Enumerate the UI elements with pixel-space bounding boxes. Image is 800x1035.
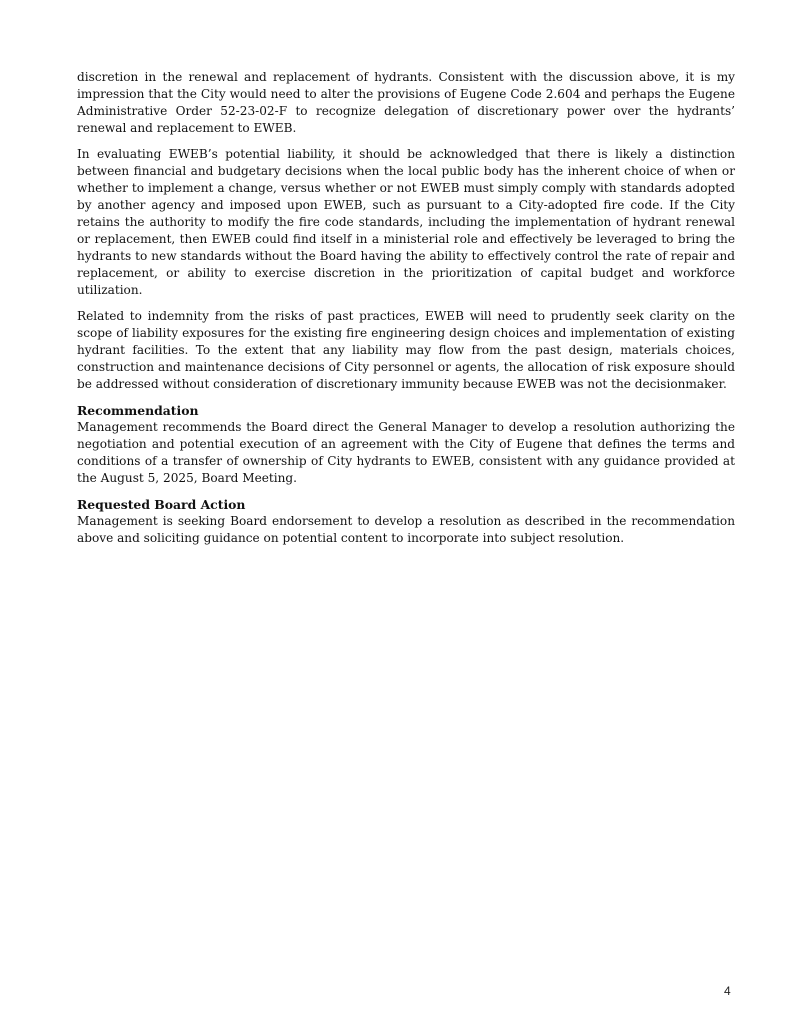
requested-action-section [77,496,735,547]
document-body [77,69,735,556]
paragraph-indemnity: Related to indemnity from the risks of past practices, EWEB will need to prudently seek clarity on the scope of liability exposures for the existing fire engineering design choices and implementation of existing hydrant facilities. To the extent that any liability may flow from the past design, materials choices, construction and maintenance decisions of City personnel or agents, the allocation of risk exposure should be addressed without consideration of discretionary immunity because EWEB was not the decisionmaker. [77,309,735,391]
requested-action-heading: Requested Board Action [77,497,246,512]
paragraph-discretion: discretion in the renewal and replacement of hydrants. Consistent with the discussion above, it is my impression that the City would need to alter the provisions of Eugene Code 2.604 and perhaps the Eugene Administrative Order 52-23-02-F to recognize delegation of discretionary power over the hydrants’ renewal and replacement to EWEB. [77,70,735,135]
paragraph-liability: In evaluating EWEB’s potential liability, it should be acknowledged that there is likely a distinction between financial and budgetary decisions when the local public body has the inherent choice of when or whether to implement a change, versus whether or not EWEB must simply comply with standards adopted by another agency and imposed upon EWEB, such as pursuant to a City-adopted fire code. If the City retains the authority to modify the fire code standards, including the implementation of hydrant renewal or replacement, then EWEB could find itself in a ministerial role and effectively be leveraged to bring the hydrants to new standards without the Board having the ability to effectively control the rate of repair and replacement, or ability to exercise discretion in the prioritization of capital budget and workforce utilization. [77,147,735,297]
recommendation-body: Management recommends the Board direct the General Manager to develop a resolution authorizing the negotiation and potential execution of an agreement with the City of Eugene that defines the terms and conditions of a transfer of ownership of City hydrants to EWEB, consistent with any guidance provided at the August 5, 2025, Board Meeting. [77,420,735,485]
page-number: 4 [724,984,731,998]
recommendation-heading: Recommendation [77,403,199,418]
requested-action-body: Management is seeking Board endorsement to develop a resolution as described in the recommendation above and soliciting guidance on potential content to incorporate into subject resolution. [77,514,735,545]
recommendation-section [77,402,735,487]
